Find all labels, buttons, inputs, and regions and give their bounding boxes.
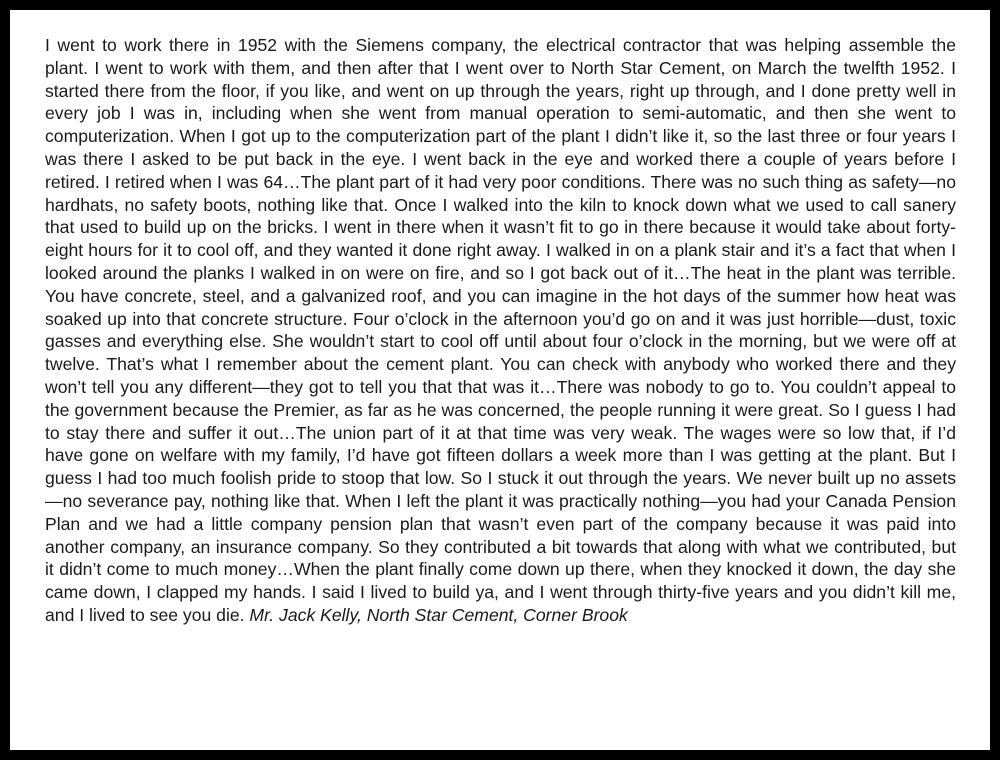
quote-attribution: Mr. Jack Kelly, North Star Cement, Corner Brook xyxy=(249,604,628,625)
document-page xyxy=(10,10,990,750)
quote-body-text: I went to work there in 1952 with the Siemens company, the electrical contractor that was helping assemble the plant. I went to work with them, and then after that I went over to North Star Cement, on March the twelfth 1952. I started there from the floor, if you like, and went on up through the years, right up through, and I done pretty well in every job I was in, including when she went from manual operation to semi-automatic, and then she went to computerization. When I got up to the computerization part of the plant I didn’t like it, so the last three or four years I was there I asked to be put back in the eye. I went back in the eye and worked there a couple of years before I retired. I retired when I was 64…The plant part of it had very poor conditions. There was no such thing as safety—no hardhats, no safety boots, nothing like that. Once I walked into the kiln to knock down what we used to call sanery that used to build up on the bricks. I went in there when it wasn’t fit to go in there because it would take about forty-eight hours for it to cool off, and they wanted it done right away. I walked in on a plank stair and it’s a fact that when I looked around the planks I walked in on were on fire, and so I got back out of it…The heat in the plant was terrible. You have concrete, steel, and a galvanized roof, and you can imagine in the hot days of the summer how heat was soaked up into that concrete structure. Four o’clock in the afternoon you’d go on and it was just horrible—dust, toxic gasses and everything else. She wouldn’t start to cool off until about four o’clock in the morning, but we were off at twelve. That’s what I remember about the cement plant. You can check with anybody who worked there and they won’t tell you any different—they got to tell you that that was it…There was nobody to go to. You couldn’t appeal to the government because the Premier, as far as he was concerned, the people running it were great. So I guess I had to stay there and suffer it out…The union part of it at that time was very weak. The wages were so low that, if I’d have gone on welfare with my family, I’d have got fifteen dollars a week more than I was getting at the plant. But I guess I had too much foolish pride to stoop that low. So I stuck it out through the years. We never built up no assets—no severance pay, nothing like that. When I left the plant it was practically nothing—you had your Canada Pension Plan and we had a little company pension plan that wasn’t even part of the company because it was paid into another company, an insurance company. So they contributed a bit towards that along with what we contributed, but it didn’t come to much money…When the plant finally come down up there, when they knocked it down, the day she came down, I clapped my hands. I said I lived to build ya, and I went through thirty-five years and you didn’t kill me, and I lived to see you die. xyxy=(45,35,956,625)
quote-paragraph xyxy=(45,34,956,627)
